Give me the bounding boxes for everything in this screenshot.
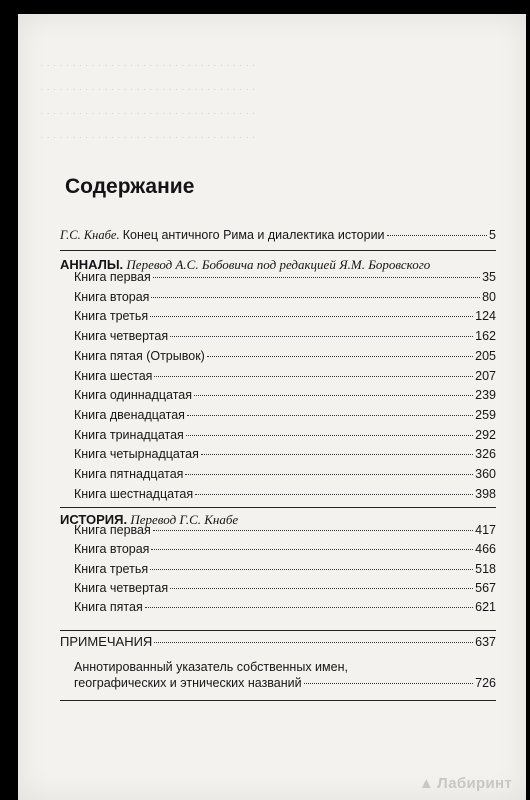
book-label: Книга третья — [74, 309, 149, 324]
leader-dots — [194, 395, 473, 396]
book-page: 80 — [482, 289, 496, 304]
toc-book-entry — [74, 408, 496, 422]
book-label: Книга четырнадцатая — [74, 447, 199, 462]
divider — [60, 700, 496, 701]
toc-entry-index-line2 — [74, 676, 496, 690]
leader-dots — [170, 336, 473, 337]
annals-translator: Перевод А.С. Бобовича под редакцией Я.М. Боровского — [126, 257, 431, 272]
leader-dots — [304, 683, 474, 684]
toc-entry-index-line1 — [74, 660, 496, 674]
leader-dots — [150, 569, 473, 570]
toc-heading: Содержание — [65, 175, 195, 198]
leader-dots — [154, 642, 473, 643]
toc-book-entry — [74, 562, 496, 576]
book-label: Книга четвертая — [74, 580, 169, 595]
leader-dots — [150, 316, 473, 317]
divider — [60, 630, 496, 631]
intro-page: 5 — [489, 228, 496, 242]
book-page: 35 — [482, 270, 496, 284]
intro-title: Конец античного Рима и диалектика истории — [122, 228, 385, 242]
book-page: 207 — [475, 368, 496, 383]
toc-entry-intro — [60, 228, 496, 243]
book-label: Книга пятнадцатая — [74, 467, 184, 481]
bleed-through-line: · · · · · · · · · · · · · · · · · · · · · · · · · · · · · · · · · · — [40, 60, 256, 72]
leader-dots — [154, 376, 473, 377]
book-page: 518 — [475, 561, 496, 576]
bleed-through-line: · · · · · · · · · · · · · · · · · · · · · · · · · · · · · · · · · · — [40, 84, 256, 96]
book-label: Книга вторая — [74, 289, 150, 304]
toc-book-entry — [74, 600, 496, 614]
book-label: Книга одиннадцатая — [74, 388, 193, 403]
index-page: 726 — [475, 676, 496, 690]
book-label: Книга первая — [74, 270, 151, 284]
leader-dots — [151, 549, 473, 550]
book-label: Книга двенадцатая — [74, 407, 185, 422]
book-page: 162 — [475, 329, 496, 344]
book-label: Книга четвертая — [74, 329, 169, 344]
history-translator: Перевод Г.С. Кнабе — [130, 512, 239, 527]
leader-dots — [387, 235, 488, 236]
leader-dots — [151, 297, 480, 298]
toc-book-entry — [74, 542, 496, 556]
bleed-through-line: · · · · · · · · · · · · · · · · · · · · · · · · · · · · · · · · · · — [40, 108, 256, 120]
toc-book-entry — [74, 369, 496, 383]
toc-book-entry — [74, 428, 496, 442]
index-line2: географических и этнических названий — [74, 676, 302, 690]
book-page: 360 — [475, 467, 496, 481]
book-page: 292 — [475, 427, 496, 442]
book-label: Книга шестая — [74, 368, 153, 383]
book-page: 239 — [475, 388, 496, 403]
index-line1: Аннотированный указатель собственных имен, — [74, 660, 348, 674]
labirint-watermark — [419, 775, 512, 792]
book-page: 417 — [475, 523, 496, 537]
leader-dots — [186, 435, 473, 436]
toc-book-entry — [74, 329, 496, 343]
toc-book-entry — [74, 270, 496, 284]
toc-book-entry — [74, 447, 496, 461]
divider — [60, 507, 496, 508]
labirint-logo-icon: ▲ — [418, 775, 435, 792]
book-label: Книга вторая — [74, 542, 150, 557]
book-label: Книга шестнадцатая — [74, 486, 194, 501]
book-page: 326 — [475, 447, 496, 462]
notes-page: 637 — [475, 635, 496, 649]
book-page: 398 — [475, 486, 496, 501]
book-label: Книга первая — [74, 523, 151, 537]
toc-book-entry — [74, 487, 496, 501]
book-page: 205 — [475, 348, 496, 363]
divider — [60, 250, 496, 251]
toc-book-entry — [74, 349, 496, 363]
watermark-text: Лабиринт — [437, 775, 512, 792]
book-page: 466 — [475, 542, 496, 557]
leader-dots — [185, 474, 473, 475]
toc-book-entry — [74, 581, 496, 595]
toc-book-entry — [74, 309, 496, 323]
leader-dots — [201, 454, 473, 455]
leader-dots — [153, 530, 473, 531]
book-label: Книга пятая (Отрывок) — [74, 348, 205, 363]
toc-entry-notes — [60, 634, 496, 649]
leader-dots — [195, 494, 473, 495]
book-page: 124 — [475, 309, 496, 324]
toc-book-entry — [74, 523, 496, 537]
leader-dots — [207, 356, 473, 357]
intro-author: Г.С. Кнабе. — [60, 228, 120, 242]
leader-dots — [187, 415, 473, 416]
book-page: 259 — [475, 407, 496, 422]
leader-dots — [170, 588, 473, 589]
book-page — [18, 14, 526, 800]
book-label: Книга пятая — [74, 600, 143, 615]
annals-title: АННАЛЫ. — [60, 257, 124, 272]
leader-dots — [145, 607, 473, 608]
toc-book-entry — [74, 467, 496, 481]
book-page: 567 — [475, 580, 496, 595]
book-page: 621 — [475, 600, 496, 615]
bleed-through-line: · · · · · · · · · · · · · · · · · · · · · · · · · · · · · · · · · · — [40, 132, 256, 144]
notes-label: ПРИМЕЧАНИЯ — [60, 634, 153, 649]
book-label: Книга тринадцатая — [74, 427, 184, 442]
leader-dots — [153, 277, 480, 278]
toc-book-entry — [74, 388, 496, 402]
book-label: Книга третья — [74, 561, 149, 576]
toc-book-entry — [74, 290, 496, 304]
history-title: ИСТОРИЯ. — [60, 512, 128, 527]
